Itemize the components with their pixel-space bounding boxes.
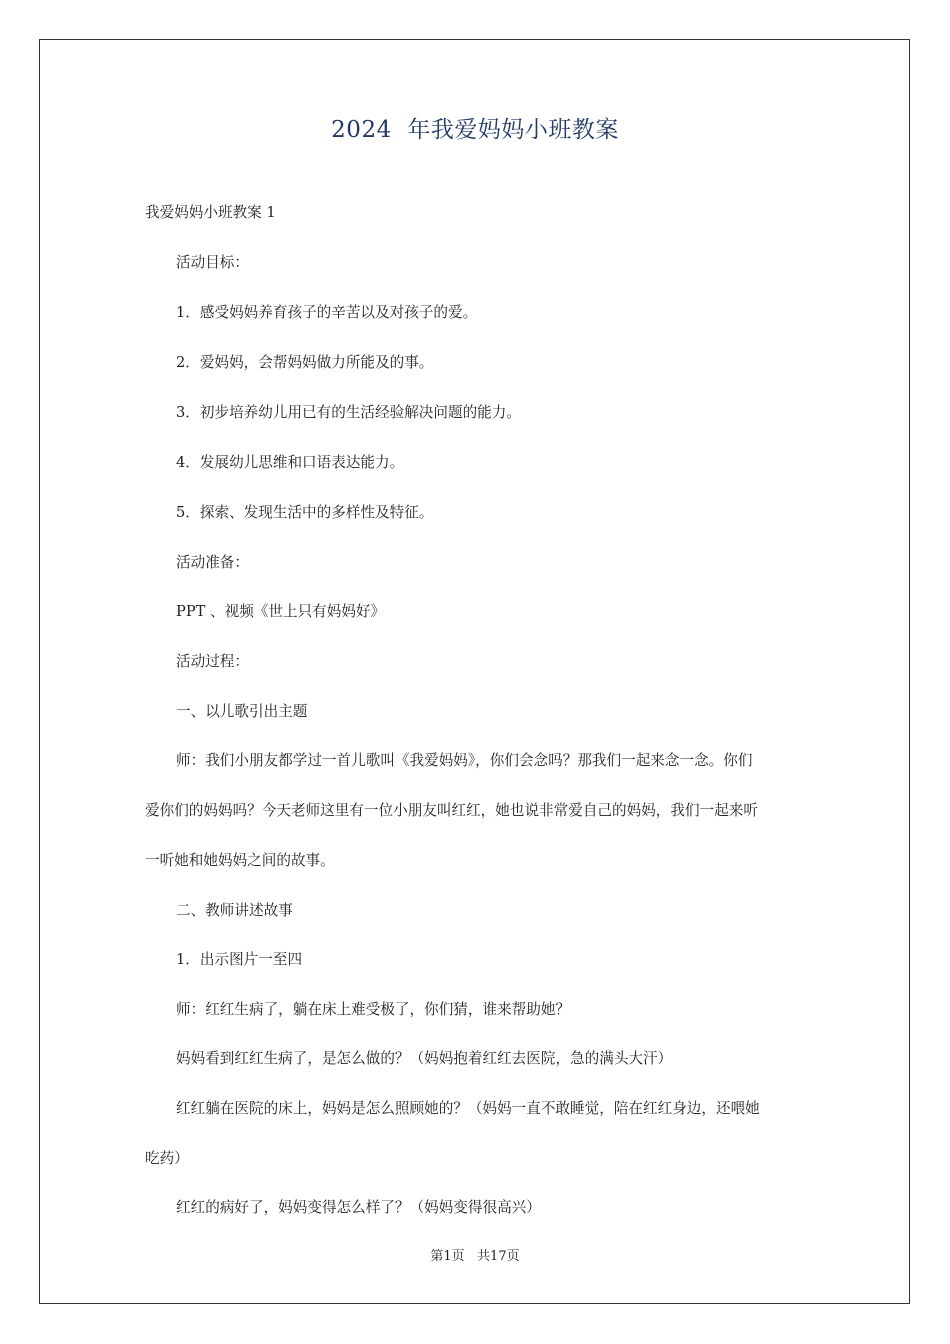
paragraph-line: 3．初步培养幼儿用已有的生活经验解决问题的能力。 bbox=[176, 404, 521, 421]
paragraph-line: 红红躺在医院的床上，妈妈是怎么照顾她的？（妈妈一直不敢睡觉，陪在红红身边，还喂她 bbox=[176, 1100, 760, 1117]
page-footer: 第1页 共17页 bbox=[430, 1249, 520, 1264]
paragraph-line: 吃药） bbox=[145, 1150, 189, 1167]
paragraph-line: 5．探索、发现生活中的多样性及特征。 bbox=[176, 504, 434, 521]
paragraph-line: PPT 、视频《世上只有妈妈好》 bbox=[176, 603, 386, 620]
paragraph-line: 4．发展幼儿思维和口语表达能力。 bbox=[176, 454, 405, 471]
paragraph-line: 活动目标： bbox=[176, 254, 249, 271]
section-heading: 我爱妈妈小班教案 1 bbox=[145, 204, 276, 221]
document-title: 2024 年我爱妈妈小班教案 bbox=[331, 117, 619, 143]
paragraph-line: 红红的病好了，妈妈变得怎么样了？（妈妈变得很高兴） bbox=[176, 1199, 541, 1216]
paragraph-line: 二、教师讲述故事 bbox=[176, 902, 293, 919]
paragraph-line: 一听她和她妈妈之间的故事。 bbox=[145, 852, 335, 869]
paragraph-line: 活动过程： bbox=[176, 653, 249, 670]
paragraph-line: 2．爱妈妈，会帮妈妈做力所能及的事。 bbox=[176, 354, 434, 371]
paragraph-line: 妈妈看到红红生病了，是怎么做的？（妈妈抱着红红去医院，急的满头大汗） bbox=[176, 1050, 673, 1067]
paragraph-line: 1．出示图片一至四 bbox=[176, 951, 303, 968]
paragraph-line: 爱你们的妈妈吗？今天老师这里有一位小朋友叫红红，她也说非常爱自己的妈妈，我们一起来听 bbox=[145, 802, 758, 819]
paragraph-line: 师：红红生病了，躺在床上难受极了，你们猜，谁来帮助她？ bbox=[176, 1001, 571, 1018]
paragraph-line: 活动准备： bbox=[176, 554, 249, 571]
paragraph-line: 一、以儿歌引出主题 bbox=[176, 703, 308, 720]
paragraph-line: 1．感受妈妈养育孩子的辛苦以及对孩子的爱。 bbox=[176, 304, 478, 321]
paragraph-line: 师：我们小朋友都学过一首儿歌叫《我爱妈妈》，你们会念吗？那我们一起来念一念。你们 bbox=[176, 752, 753, 769]
